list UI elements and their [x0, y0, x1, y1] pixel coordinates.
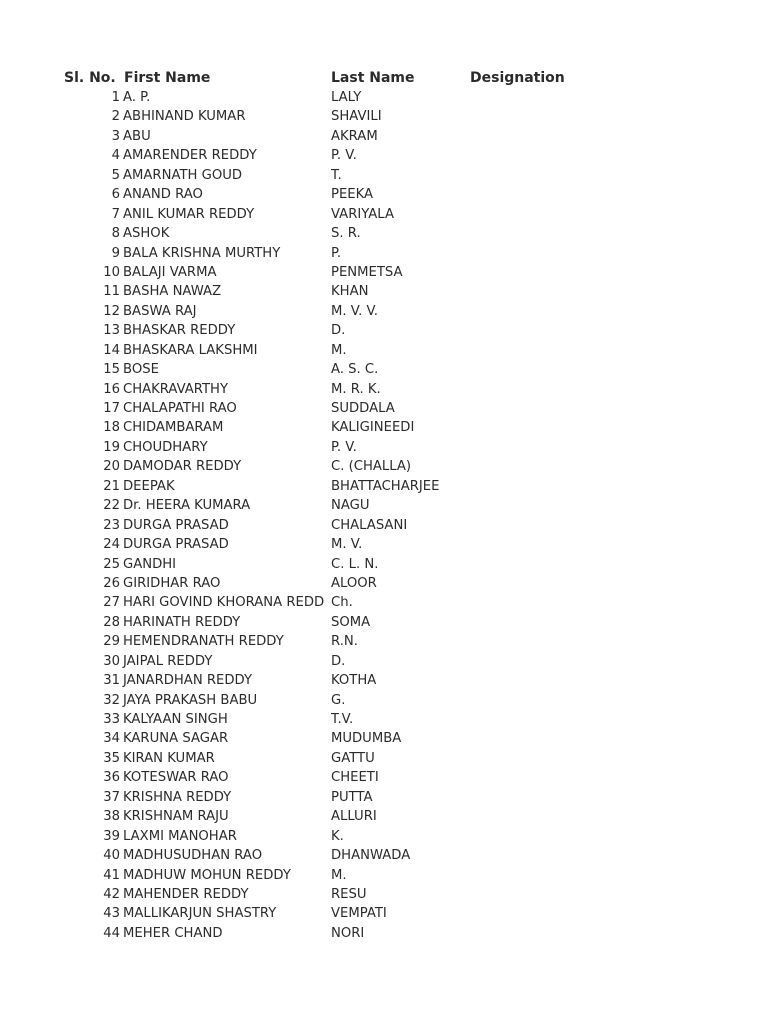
table-row [0, 341, 768, 360]
table-row [0, 205, 768, 224]
table-row [0, 88, 768, 107]
table-row [0, 477, 768, 496]
row-last-name: RESU [331, 886, 367, 902]
row-last-name: MUDUMBA [331, 731, 402, 747]
row-last-name: A. S. C. [331, 362, 379, 378]
row-last-name: GATTU [331, 750, 375, 766]
table-row [0, 535, 768, 554]
row-first-name: BASWA RAJ [123, 303, 197, 319]
table-row [0, 768, 768, 787]
header-first-name: First Name [124, 70, 211, 86]
table-row [0, 593, 768, 612]
row-first-name: KALYAAN SINGH [123, 712, 228, 727]
row-last-name: SOMA [331, 614, 371, 630]
row-last-name: NAGU [331, 498, 370, 514]
row-sl-no: 21 [103, 478, 120, 494]
table-row [0, 749, 768, 768]
row-first-name: GIRIDHAR RAO [123, 575, 221, 591]
row-first-name: AMARENDER REDDY [123, 148, 257, 164]
row-first-name: DEEPAK [123, 478, 175, 494]
row-last-name: PENMETSA [331, 264, 403, 280]
row-last-name: D. [331, 323, 346, 339]
row-last-name: CHALASANI [331, 517, 408, 533]
row-first-name: ASHOK [123, 226, 170, 242]
row-first-name: KOTESWAR RAO [123, 770, 229, 786]
row-first-name: HEMENDRANATH REDDY [123, 634, 284, 650]
table-row [0, 166, 768, 185]
table-row [0, 457, 768, 476]
row-first-name: BOSE [123, 362, 159, 378]
table-row [0, 146, 768, 165]
row-sl-no: 32 [103, 692, 120, 708]
row-sl-no: 2 [111, 109, 120, 125]
row-last-name: NORI [331, 925, 365, 941]
row-last-name: SUDDALA [331, 401, 395, 416]
table-header-row [0, 68, 768, 88]
row-first-name: DURGA PRASAD [123, 517, 229, 533]
row-sl-no: 18 [103, 420, 120, 436]
row-first-name: KRISHNA REDDY [123, 789, 232, 805]
row-sl-no: 37 [103, 789, 120, 805]
row-first-name: CHOUDHARY [123, 439, 208, 455]
row-sl-no: 5 [111, 167, 120, 183]
row-first-name: DAMODAR REDDY [123, 459, 242, 475]
row-sl-no: 11 [103, 284, 120, 300]
row-first-name: MADHUW MOHUN REDDY [123, 867, 291, 883]
row-first-name: CHIDAMBARAM [123, 420, 224, 436]
table-row [0, 613, 768, 632]
row-first-name: CHAKRAVARTHY [123, 381, 229, 397]
row-last-name: PUTTA [331, 789, 373, 805]
row-last-name: C. (CHALLA) [331, 459, 412, 475]
row-last-name: CHEETI [331, 770, 379, 786]
row-first-name: JAIPAL REDDY [123, 653, 213, 669]
row-last-name: VEMPATI [331, 906, 387, 922]
table-row [0, 263, 768, 282]
row-last-name: K. [331, 828, 344, 844]
row-first-name: KARUNA SAGAR [123, 731, 229, 747]
row-sl-no: 12 [103, 303, 120, 319]
row-first-name: KRISHNAM RAJU [123, 809, 229, 825]
row-sl-no: 26 [103, 575, 120, 591]
table-row [0, 127, 768, 146]
row-first-name: LAXMI MANOHAR [123, 828, 237, 844]
table-row [0, 380, 768, 399]
row-last-name: T. [331, 167, 342, 183]
row-first-name: BALA KRISHNA MURTHY [123, 245, 281, 261]
row-first-name: KIRAN KUMAR [123, 750, 215, 766]
table-row [0, 321, 768, 340]
header-designation: Designation [470, 70, 565, 86]
row-sl-no: 10 [103, 264, 120, 280]
row-last-name: C. L. N. [331, 556, 379, 572]
table-row [0, 866, 768, 885]
row-last-name: G. [331, 692, 346, 708]
row-sl-no: 14 [103, 342, 120, 358]
table-row [0, 516, 768, 535]
row-sl-no: 15 [103, 362, 120, 378]
row-sl-no: 1 [111, 90, 120, 105]
table-row [0, 555, 768, 574]
row-sl-no: 40 [103, 848, 120, 864]
row-first-name: CHALAPATHI RAO [123, 401, 237, 416]
row-sl-no: 25 [103, 556, 120, 572]
row-sl-no: 43 [103, 906, 120, 922]
row-first-name: ABHINAND KUMAR [123, 109, 246, 125]
row-sl-no: 42 [103, 886, 120, 902]
row-last-name: M. R. K. [331, 381, 381, 397]
row-first-name: HARINATH REDDY [123, 614, 241, 630]
row-sl-no: 20 [103, 459, 120, 475]
row-sl-no: 17 [103, 401, 120, 416]
table-row [0, 399, 768, 418]
row-first-name: BALAJI VARMA [123, 264, 217, 280]
row-first-name: MAHENDER REDDY [123, 886, 249, 902]
row-last-name: KALIGINEEDI [331, 420, 415, 436]
table-row [0, 302, 768, 321]
row-first-name: MADHUSUDHAN RAO [123, 848, 263, 864]
row-sl-no: 39 [103, 828, 120, 844]
row-sl-no: 22 [103, 498, 120, 514]
row-sl-no: 13 [103, 323, 120, 339]
row-sl-no: 4 [111, 148, 120, 164]
row-first-name: GANDHI [123, 556, 177, 572]
table-row [0, 710, 768, 729]
row-first-name: BHASKARA LAKSHMI [123, 342, 258, 358]
table-row [0, 438, 768, 457]
row-sl-no: 41 [103, 867, 120, 883]
table-row [0, 496, 768, 515]
row-sl-no: 7 [111, 206, 120, 222]
row-sl-no: 27 [103, 595, 120, 611]
row-last-name: AKRAM [331, 128, 378, 144]
table-row [0, 360, 768, 379]
row-sl-no: 8 [111, 226, 120, 242]
row-last-name: T.V. [331, 712, 354, 727]
row-last-name: P. [331, 245, 342, 261]
row-last-name: KHAN [331, 284, 369, 300]
row-first-name: BHASKAR REDDY [123, 323, 236, 339]
row-last-name: P. V. [331, 439, 357, 455]
table-row [0, 904, 768, 923]
table-row [0, 244, 768, 263]
table-row [0, 632, 768, 651]
row-sl-no: 28 [103, 614, 120, 630]
row-sl-no: 3 [111, 128, 120, 144]
row-last-name: LALY [331, 90, 362, 105]
row-sl-no: 38 [103, 809, 120, 825]
row-last-name: SHAVILI [331, 109, 382, 125]
table-row [0, 924, 768, 943]
row-last-name: M. V. V. [331, 303, 378, 319]
row-last-name: VARIYALA [331, 206, 394, 222]
table-row [0, 418, 768, 437]
table-row [0, 729, 768, 748]
row-sl-no: 24 [103, 537, 120, 553]
table-row [0, 185, 768, 204]
member-list-table [0, 68, 768, 943]
row-first-name: JAYA PRAKASH BABU [123, 692, 258, 708]
row-sl-no: 33 [103, 712, 120, 727]
row-first-name: MEHER CHAND [123, 925, 223, 941]
row-first-name: BASHA NAWAZ [123, 284, 222, 300]
row-first-name: MALLIKARJUN SHASTRY [123, 906, 277, 922]
table-row [0, 652, 768, 671]
table-row [0, 282, 768, 301]
row-last-name: BHATTACHARJEE [331, 478, 440, 494]
row-last-name: M. [331, 867, 347, 883]
table-row [0, 846, 768, 865]
header-sl-no: Sl. No. [64, 70, 116, 86]
row-sl-no: 19 [103, 439, 120, 455]
row-first-name: A. P. [123, 90, 151, 105]
table-row [0, 224, 768, 243]
table-row [0, 671, 768, 690]
row-sl-no: 16 [103, 381, 120, 397]
row-last-name: DHANWADA [331, 848, 411, 864]
row-first-name: JANARDHAN REDDY [123, 673, 253, 689]
row-first-name: AMARNATH GOUD [123, 167, 243, 183]
row-first-name: ANIL KUMAR REDDY [123, 206, 255, 222]
row-first-name: ANAND RAO [123, 187, 203, 203]
table-row [0, 107, 768, 126]
row-first-name: ABU [123, 128, 151, 144]
row-sl-no: 31 [103, 673, 120, 689]
row-first-name: HARI GOVIND KHORANA REDD [123, 595, 325, 611]
row-last-name: R.N. [331, 634, 358, 650]
row-last-name: ALOOR [331, 575, 377, 591]
table-row [0, 885, 768, 904]
row-sl-no: 44 [103, 925, 120, 941]
row-last-name: P. V. [331, 148, 357, 164]
row-sl-no: 6 [111, 187, 120, 203]
row-sl-no: 35 [103, 750, 120, 766]
row-last-name: PEEKA [331, 187, 374, 203]
table-row [0, 788, 768, 807]
row-last-name: ALLURI [331, 809, 377, 825]
row-last-name: M. V. [331, 537, 363, 553]
table-row [0, 691, 768, 710]
row-last-name: S. R. [331, 226, 361, 242]
table-row [0, 827, 768, 846]
row-last-name: Ch. [331, 595, 353, 611]
row-last-name: D. [331, 653, 346, 669]
row-sl-no: 29 [103, 634, 120, 650]
row-last-name: M. [331, 342, 347, 358]
header-last-name: Last Name [331, 70, 415, 86]
row-first-name: DURGA PRASAD [123, 537, 229, 553]
row-first-name: Dr. HEERA KUMARA [123, 498, 251, 514]
row-last-name: KOTHA [331, 673, 377, 689]
table-row [0, 574, 768, 593]
row-sl-no: 36 [103, 770, 120, 786]
row-sl-no: 30 [103, 653, 120, 669]
table-row [0, 807, 768, 826]
row-sl-no: 9 [111, 245, 120, 261]
row-sl-no: 23 [103, 517, 120, 533]
row-sl-no: 34 [103, 731, 120, 747]
table-body [0, 88, 768, 943]
